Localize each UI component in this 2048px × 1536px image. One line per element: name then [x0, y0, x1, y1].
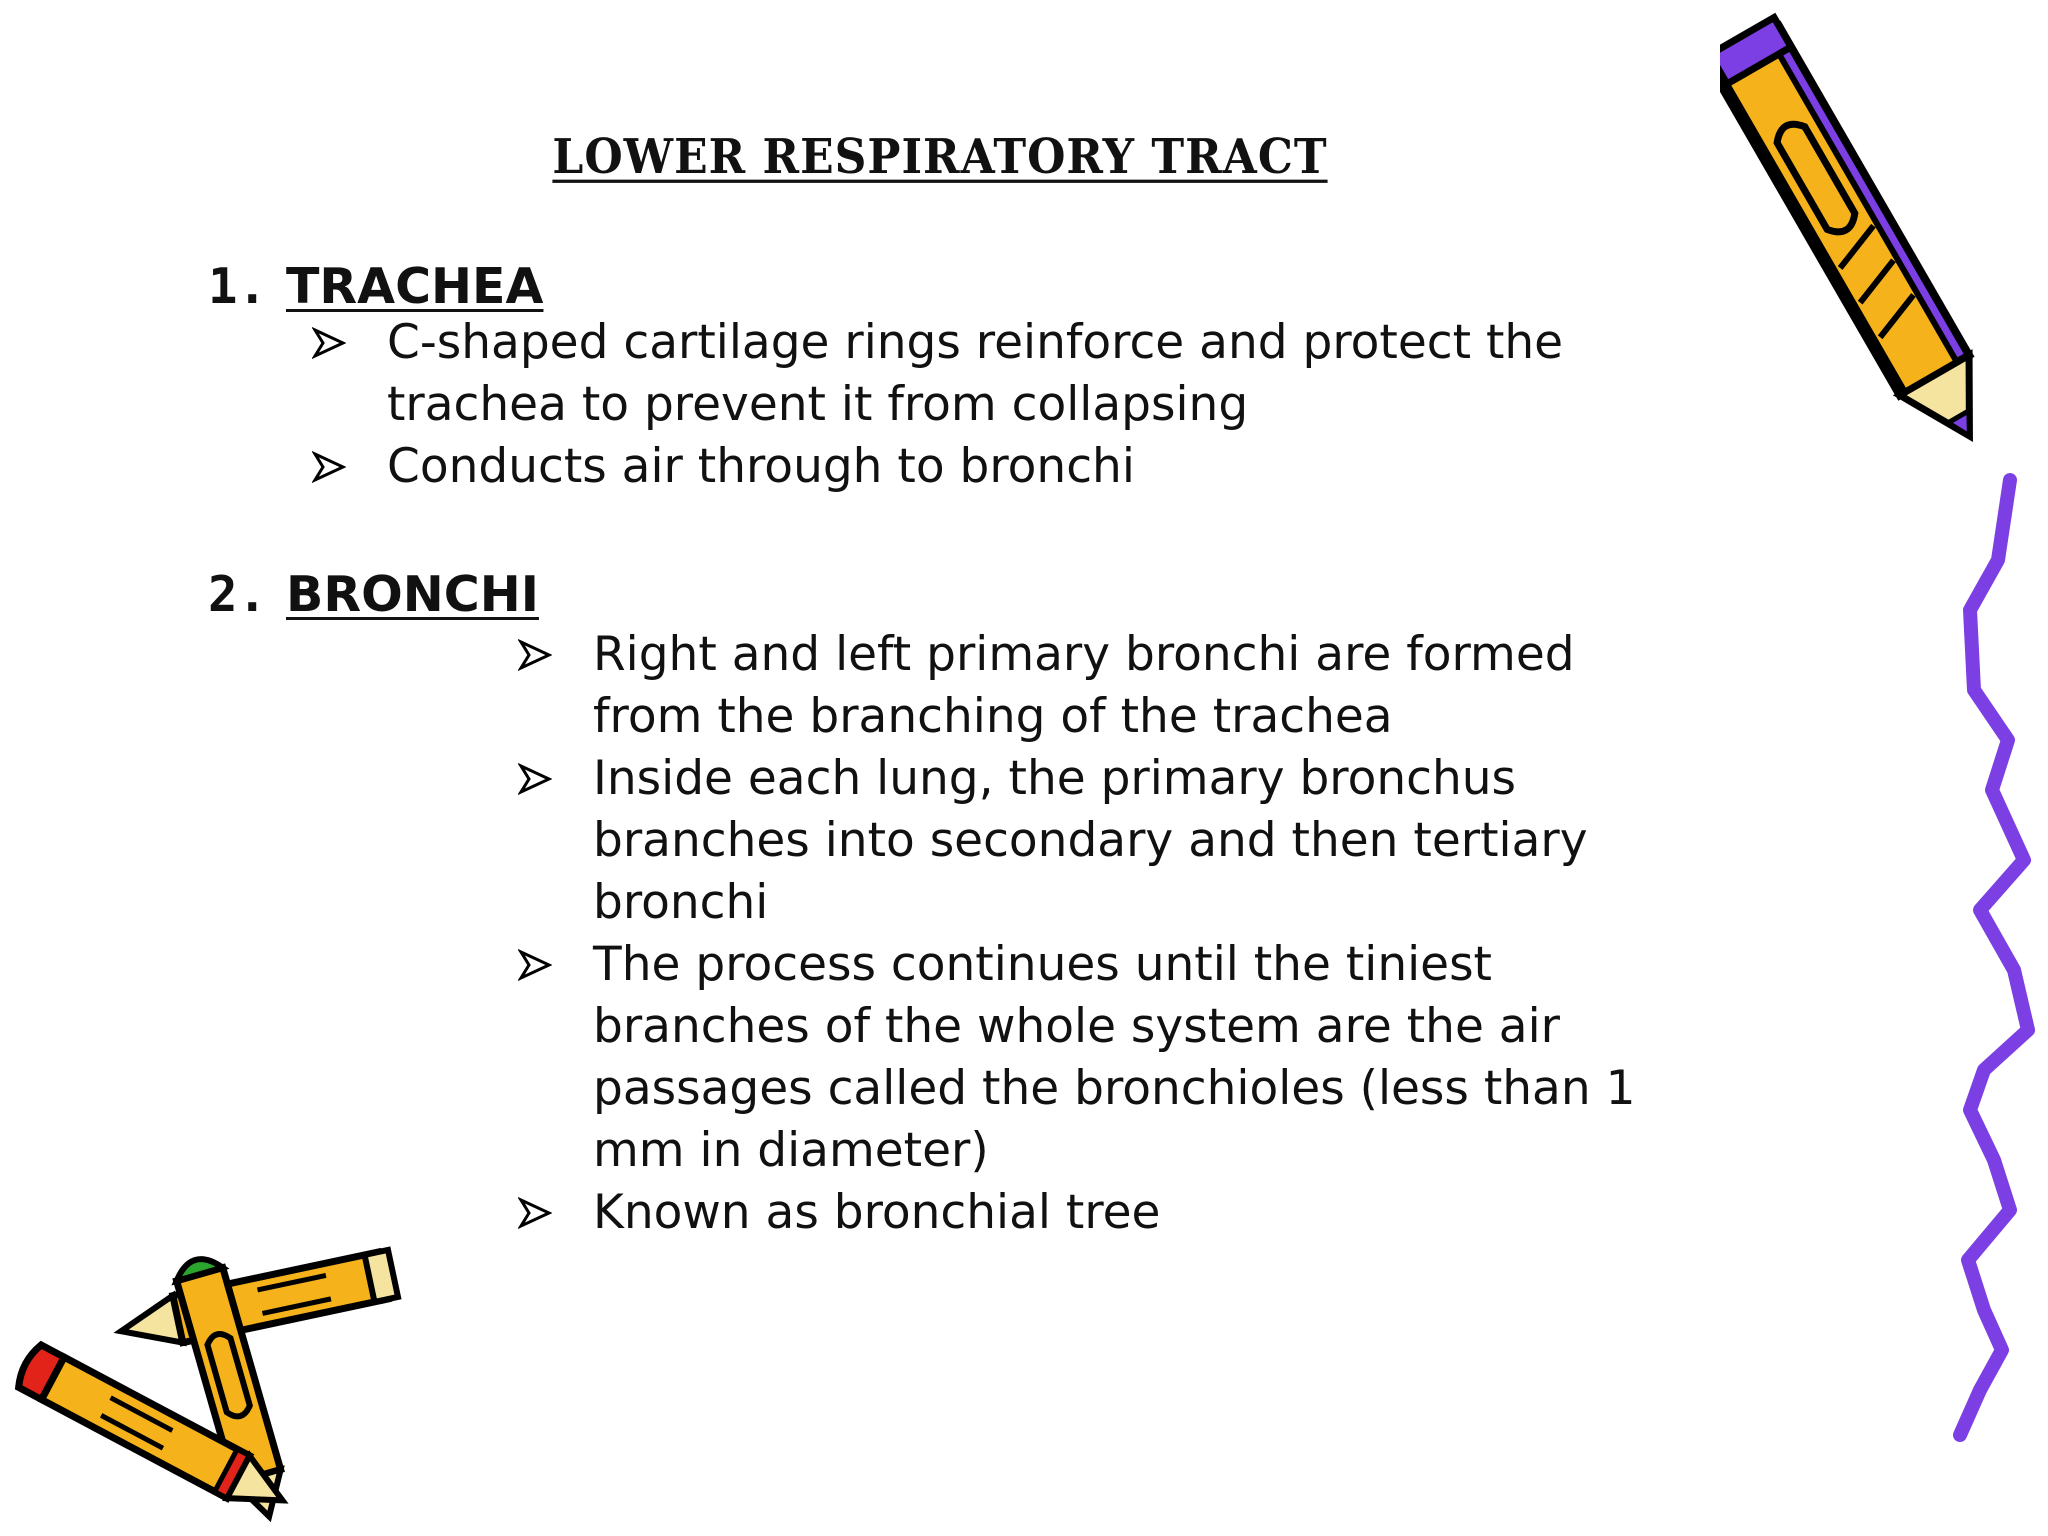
slide-title: LOWER RESPIRATORY TRACT [552, 129, 1328, 186]
section-name: TRACHEA [286, 258, 544, 315]
bullet-text: Inside each lung, the primary bronchus branches into secondary and then tertiary bronchi [593, 751, 1588, 930]
list-item [312, 436, 1642, 498]
list-item [518, 748, 1648, 934]
section-number: 1. [208, 258, 268, 315]
squiggle-line-icon [1940, 470, 2040, 1450]
bullet-text: Right and left primary bronchi are formed from the branching of the trachea [593, 627, 1575, 744]
bullet-text: The process continues until the tiniest branches of the whole system are the air passages called the bronchioles (less than 1 mm in diameter) [593, 937, 1636, 1178]
arrow-bullet-icon [312, 436, 352, 498]
list-item [518, 934, 1648, 1182]
arrow-bullet-icon [518, 624, 558, 686]
section-name: BRONCHI [286, 566, 539, 623]
crossed-pencils-clipart-icon [0, 1230, 420, 1530]
section-number: 2. [208, 566, 268, 623]
bullet-text: Conducts air through to bronchi [387, 439, 1135, 494]
bullet-text: C-shaped cartilage rings reinforce and protect the trachea to prevent it from collapsing [387, 315, 1564, 432]
arrow-bullet-icon [518, 1182, 558, 1244]
list-item [518, 624, 1648, 748]
bullet-text: Known as bronchial tree [593, 1185, 1161, 1240]
arrow-bullet-icon [312, 312, 352, 374]
list-item [312, 312, 1642, 436]
arrow-bullet-icon [518, 748, 558, 810]
arrow-bullet-icon [518, 934, 558, 996]
pencil-clipart-icon [1720, 0, 2020, 500]
section-trachea-heading [208, 258, 544, 315]
trachea-bullet-list [312, 312, 1642, 498]
bronchi-bullet-list [518, 624, 1648, 1244]
list-item [518, 1182, 1648, 1244]
section-bronchi-heading [208, 566, 539, 623]
